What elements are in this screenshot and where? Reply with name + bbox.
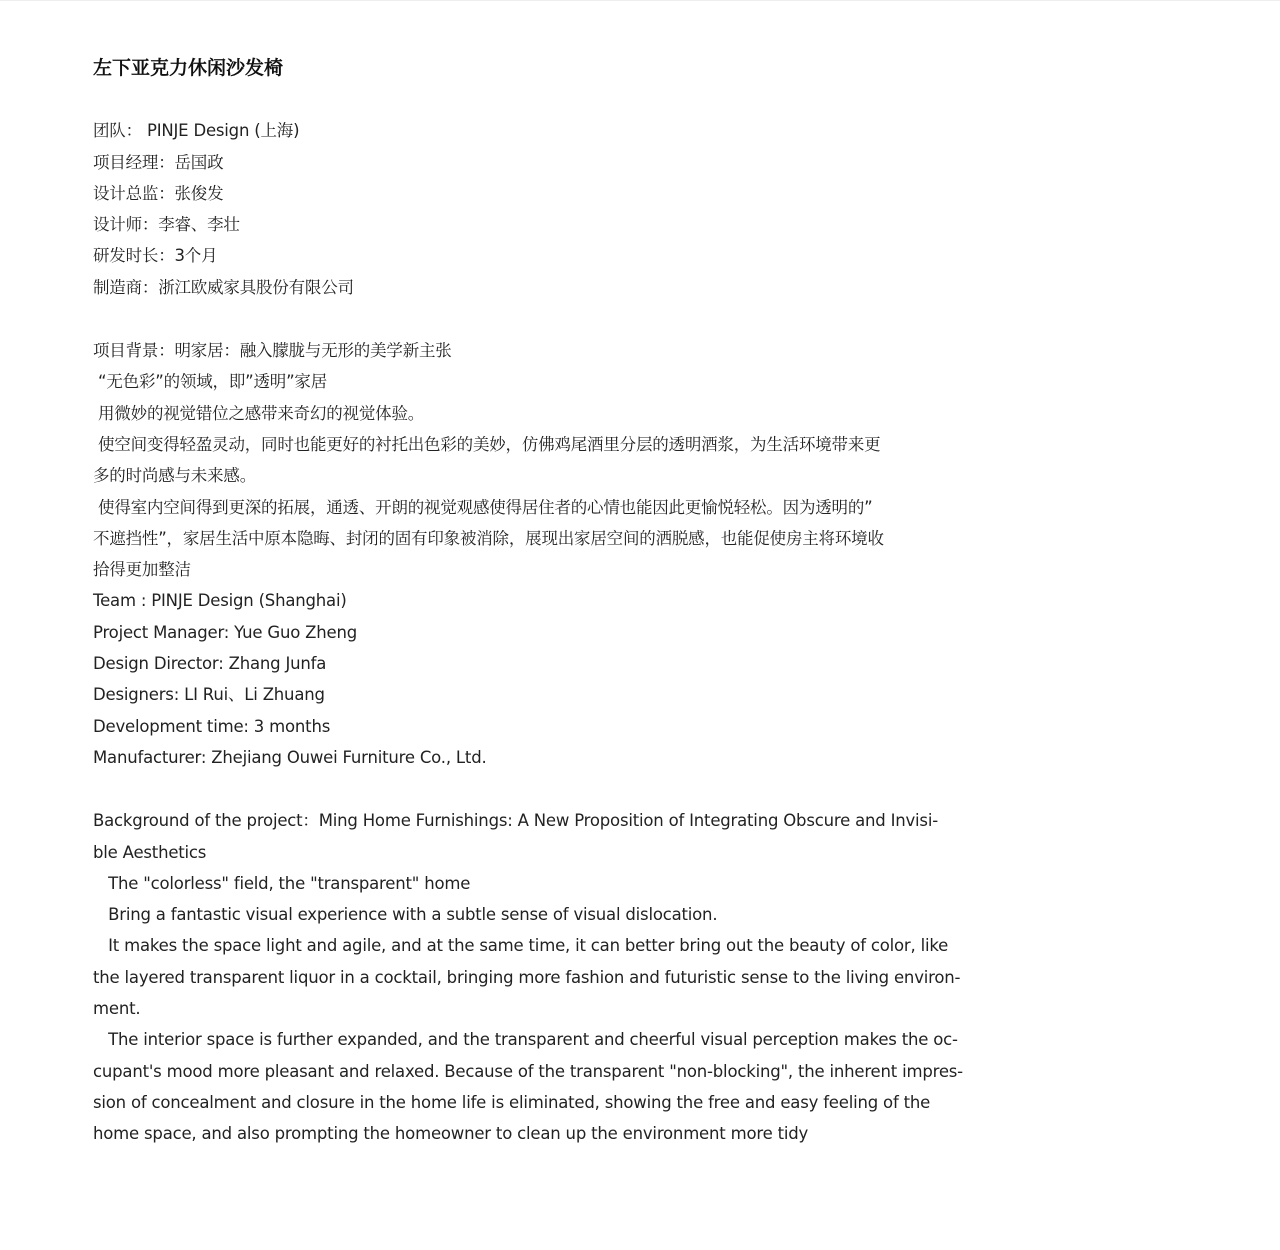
info-en-team: Team : PINJE Design (Shanghai) — [93, 591, 347, 611]
text-line: 拾得更加整洁 — [93, 560, 191, 580]
text-line: 项目背景：明家居：融入朦胧与无形的美学新主张 — [93, 341, 452, 361]
info-cn-duration: 研发时长：3个月 — [93, 246, 218, 266]
text-line: ment. — [93, 999, 141, 1019]
info-cn-team: 团队： PINJE Design (上海) — [93, 121, 300, 141]
text-line: ble Aesthetics — [93, 842, 207, 862]
text-line: 使得室内空间得到更深的拓展，通透、开朗的视觉观感使得居住者的心情也能因此更愉悦轻松。因为透明的” — [93, 497, 873, 517]
info-en — [93, 585, 973, 773]
info-en-director: Design Director: Zhang Junfa — [93, 654, 327, 674]
text-line: “无色彩”的领域，即”透明”家居 — [93, 372, 328, 392]
text-line: sion of concealment and closure in the home life is eliminated, showing the free and easy feeling of the — [93, 1092, 931, 1112]
info-cn-manufacturer: 制造商：浙江欧威家具股份有限公司 — [93, 277, 354, 297]
text-line: 用微妙的视觉错位之感带来奇幻的视觉体验。 — [93, 403, 425, 423]
info-cn-manager: 项目经理：岳国政 — [93, 152, 224, 172]
text-line: It makes the space light and agile, and at the same time, it can better bring out the beauty of color, like — [93, 936, 949, 956]
text-line: cupant's mood more pleasant and relaxed. Because of the transparent "non-blocking", the inherent impres- — [93, 1061, 963, 1081]
background-en — [93, 805, 973, 1149]
info-cn — [93, 115, 973, 303]
info-en-manager: Project Manager: Yue Guo Zheng — [93, 622, 358, 642]
text-line: The interior space is further expanded, and the transparent and cheerful visual perception makes the oc- — [93, 1030, 958, 1050]
info-en-designers: Designers: LI Rui、Li Zhuang — [93, 685, 325, 705]
info-en-duration: Development time: 3 months — [93, 716, 331, 736]
text-line: home space, and also prompting the homeowner to clean up the environment more tidy — [93, 1124, 809, 1144]
text-line: Bring a fantastic visual experience with a subtle sense of visual dislocation. — [93, 905, 718, 925]
text-line: The "colorless" field, the "transparent" home — [93, 873, 471, 893]
text-line: 多的时尚感与未来感。 — [93, 466, 257, 486]
text-line: 使空间变得轻盈灵动，同时也能更好的衬托出色彩的美妙，仿佛鸡尾酒里分层的透明酒浆，为生活环境带来更 — [93, 434, 881, 454]
info-en-manufacturer: Manufacturer: Zhejiang Ouwei Furniture Co., Ltd. — [93, 747, 487, 767]
info-cn-director: 设计总监：张俊发 — [93, 183, 224, 203]
info-cn-designers: 设计师：李睿、李壮 — [93, 215, 240, 235]
top-divider — [0, 0, 1280, 1]
article-body — [93, 52, 973, 1150]
text-line: 不遮挡性”，家居生活中原本隐晦、封闭的固有印象被消除，展现出家居空间的洒脱感，也能促使房主将环境收 — [93, 528, 884, 548]
article-title: 左下亚克力休闲沙发椅 — [93, 57, 284, 79]
background-cn — [93, 335, 973, 585]
text-line: Background of the project：Ming Home Furnishings: A New Proposition of Integrating Obscure and Invisi- — [93, 811, 938, 831]
text-line: the layered transparent liquor in a cocktail, bringing more fashion and futuristic sense to the living environ- — [93, 967, 961, 987]
